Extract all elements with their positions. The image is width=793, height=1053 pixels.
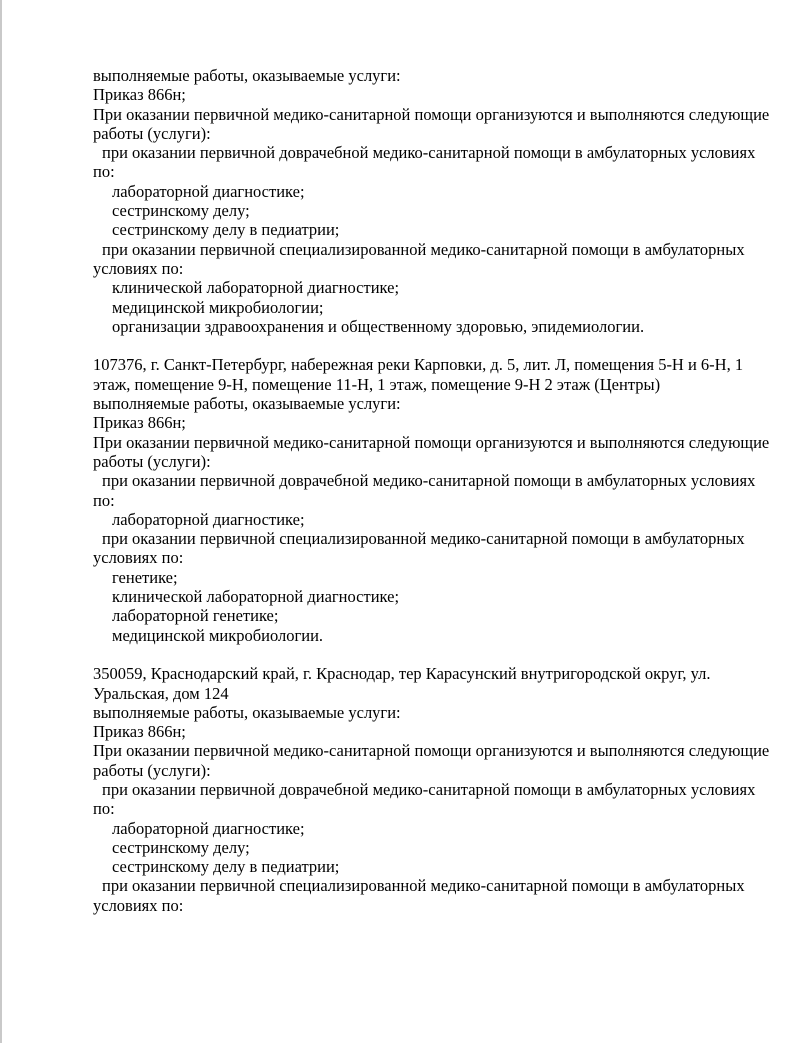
text-line: лабораторной диагностике;	[112, 509, 305, 529]
text-line: при оказании первичной доврачебной медико-санитарной помощи в амбулаторных условиях	[102, 779, 756, 799]
text-line: работы (услуги):	[93, 451, 211, 471]
text-line: по:	[93, 490, 115, 510]
text-line: условиях по:	[93, 548, 184, 568]
text-line: выполняемые работы, оказываемые услуги:	[93, 66, 401, 85]
page-left-border	[0, 0, 2, 1043]
text-line: выполняемые работы, оказываемые услуги:	[93, 394, 401, 414]
text-line: При оказании первичной медико-санитарной помощи организуются и выполняются следующие	[93, 104, 770, 124]
text-line: условиях по:	[93, 895, 184, 915]
text-line: лабораторной генетике;	[112, 606, 279, 626]
text-line: при оказании первичной специализированной медико-санитарной помощи в амбулаторных	[102, 239, 745, 259]
license-address-block	[93, 66, 783, 336]
text-line: лабораторной диагностике;	[112, 181, 305, 201]
text-line: выполняемые работы, оказываемые услуги:	[93, 702, 401, 722]
text-line: лабораторной диагностике;	[112, 818, 305, 838]
text-line: 350059, Краснодарский край, г. Краснодар, тер Карасунский внутригородской округ, ул.	[93, 664, 711, 684]
text-line: при оказании первичной специализированной медико-санитарной помощи в амбулаторных	[102, 529, 745, 549]
text-line: клинической лабораторной диагностике;	[112, 587, 400, 607]
text-line: по:	[93, 799, 115, 819]
text-line: сестринскому делу в педиатрии;	[112, 220, 340, 240]
text-line: 107376, г. Санкт-Петербург, набережная реки Карповки, д. 5, лит. Л, помещения 5-Н и 6-Н, 1	[93, 355, 744, 375]
text-line: медицинской микробиологии;	[112, 297, 324, 317]
text-line: при оказании первичной доврачебной медико-санитарной помощи в амбулаторных условиях	[102, 143, 756, 163]
text-line: клинической лабораторной диагностике;	[112, 278, 400, 298]
text-line: Приказ 866н;	[93, 722, 186, 742]
text-line: Уральская, дом 124	[93, 683, 229, 703]
text-line: сестринскому делу;	[112, 201, 250, 221]
text-line: При оказании первичной медико-санитарной помощи организуются и выполняются следующие	[93, 432, 770, 452]
text-line: условиях по:	[93, 258, 184, 278]
text-line: при оказании первичной специализированной медико-санитарной помощи в амбулаторных	[102, 876, 745, 896]
text-line: Приказ 866н;	[93, 85, 186, 105]
text-line: работы (услуги):	[93, 123, 211, 143]
text-line: сестринскому делу в педиатрии;	[112, 857, 340, 877]
text-line: при оказании первичной доврачебной медико-санитарной помощи в амбулаторных условиях	[102, 471, 756, 491]
license-address-block	[93, 664, 783, 915]
text-line: медицинской микробиологии.	[112, 625, 324, 645]
text-line: генетике;	[112, 567, 178, 587]
text-line: При оказании первичной медико-санитарной помощи организуются и выполняются следующие	[93, 741, 770, 761]
text-line: Приказ 866н;	[93, 413, 186, 433]
text-line: организации здравоохранения и общественному здоровью, эпидемиологии.	[112, 316, 645, 336]
text-line: работы (услуги):	[93, 760, 211, 780]
text-line: сестринскому делу;	[112, 837, 250, 857]
text-line: этаж, помещение 9-Н, помещение 11-Н, 1 этаж, помещение 9-Н 2 этаж (Центры)	[93, 374, 661, 394]
license-text-content	[93, 66, 783, 915]
license-address-block	[93, 355, 783, 644]
text-line: по:	[93, 162, 115, 182]
